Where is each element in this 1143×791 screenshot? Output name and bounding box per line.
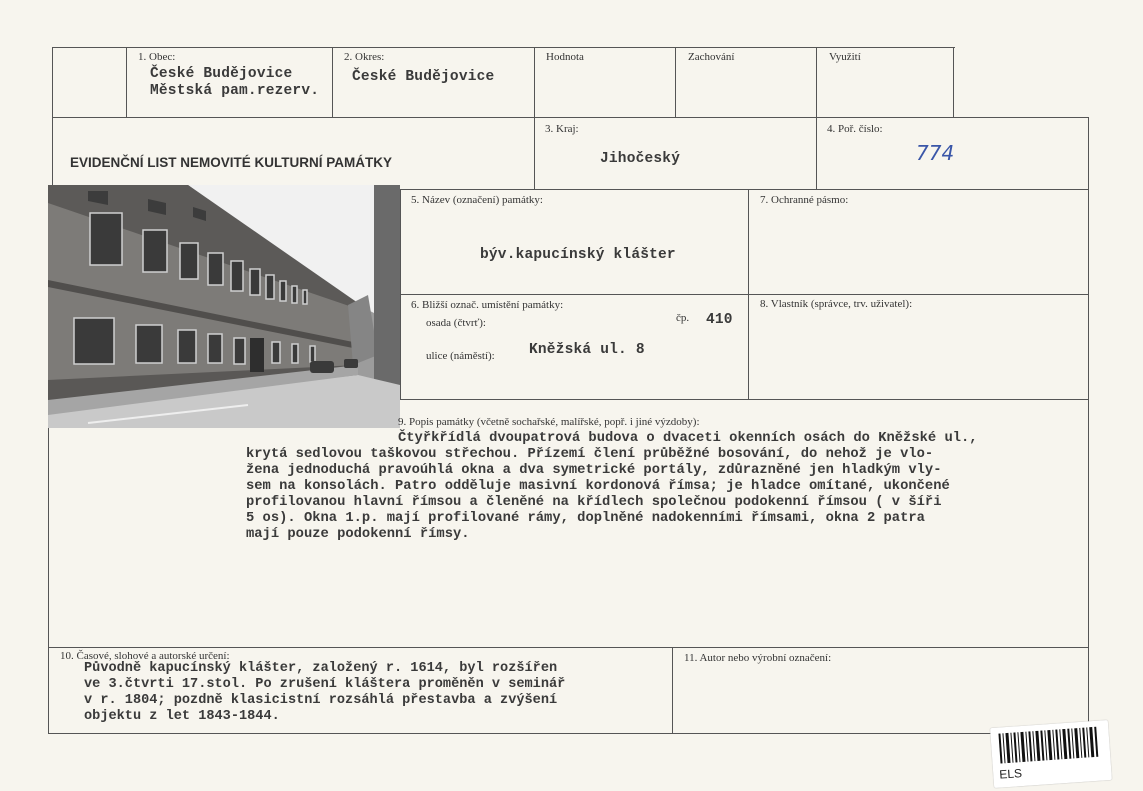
nazev-label: 5. Název (označení) památky: [411,194,543,206]
grid-line [675,47,676,117]
obec-label: 1. Obec: [138,51,176,63]
okres-value: České Budějovice [352,69,495,85]
grid-line [126,47,127,117]
grid-line [52,117,1089,118]
popis-line: sem na konsolách. Patro odděluje masivní kordonová římsa; je hladce omítané, ukončené [246,479,950,494]
grid-line [400,399,1089,400]
ulice-value: Kněžská ul. 8 [529,342,645,358]
grid-line [52,47,955,48]
ulice-label: ulice (náměstí): [426,350,495,362]
cp-value: 410 [706,312,733,328]
blizsi-label: 6. Bližší označ. umístění památky: [411,299,564,311]
grid-line [48,647,1089,648]
barcode-label: ELS [998,766,1023,782]
ochranne-pasmo-label: 7. Ochranné pásmo: [760,194,849,206]
building-photo [48,185,400,428]
hodnota-label: Hodnota [546,51,584,63]
por-cislo-value: 774 [916,141,955,165]
popis-line: profilovanou hlavní římsou a členěné na křídlech společnou podokenní římsou ( v šíři [246,495,942,510]
grid-line [953,47,954,117]
barcode-icon [990,722,1111,770]
obec-value-2: Městská pam.rezerv. [150,83,320,99]
cp-label: čp. [676,312,690,324]
grid-line [672,647,673,734]
grid-line [400,294,1089,295]
zachovani-label: Zachování [688,51,735,63]
popis-line: mají pouze podokenní římsy. [246,527,470,542]
popis-label: 9. Popis památky (včetně sochařské, malířské, popř. i jiné výzdoby): [398,416,700,428]
grid-line [48,733,1089,734]
grid-line [332,47,333,117]
vlastnik-label: 8. Vlastník (správce, trv. uživatel): [760,298,913,310]
casove-line: ve 3.čtvrti 17.stol. Po zrušení kláštera proměněn v seminář [84,677,566,692]
casove-line: v r. 1804; pozdně klasicistní rozsáhlá přestavba a zvýšení [84,693,558,708]
grid-line [48,428,49,734]
casove-line: Původně kapucínský klášter, založený r. 1614, byl rozšířen [84,661,558,676]
popis-line: žena jednoduchá pravoúhlá okna a dva symetrické portály, zdůrazněné jen hladkým vly- [246,463,942,478]
barcode-sticker [990,720,1112,788]
obec-value: České Budějovice [150,66,293,82]
form-title: EVIDENČNÍ LIST NEMOVITÉ KULTURNÍ PAMÁTKY [70,155,393,170]
nazev-value: býv.kapucínský klášter [480,247,676,263]
kraj-label: 3. Kraj: [545,123,579,135]
autor-label: 11. Autor nebo výrobní označení: [684,652,832,664]
vyuziti-label: Využití [829,51,861,63]
casove-line: objektu z let 1843-1844. [84,709,280,724]
okres-label: 2. Okres: [344,51,385,63]
popis-line: 5 os). Okna 1.p. mají profilované rámy, doplněné nadokenními římsami, okna 2 patra [246,511,925,526]
casove-label: 10. Časové, slohové a autorské určení: [60,650,230,662]
osada-label: osada (čtvrť): [426,317,486,329]
por-cislo-label: 4. Poř. číslo: [827,123,883,135]
popis-line: krytá sedlovou taškovou střechou. Přízemí člení průběžné bosování, do nehož je vlo- [246,447,934,462]
popis-line: Čtyřkřídlá dvoupatrová budova o dvaceti okenních osách do Kněžské ul., [398,431,978,446]
grid-line [534,47,535,189]
kraj-value: Jihočeský [600,151,681,167]
grid-line [1088,117,1089,734]
grid-line [52,47,53,189]
grid-line [816,47,817,189]
